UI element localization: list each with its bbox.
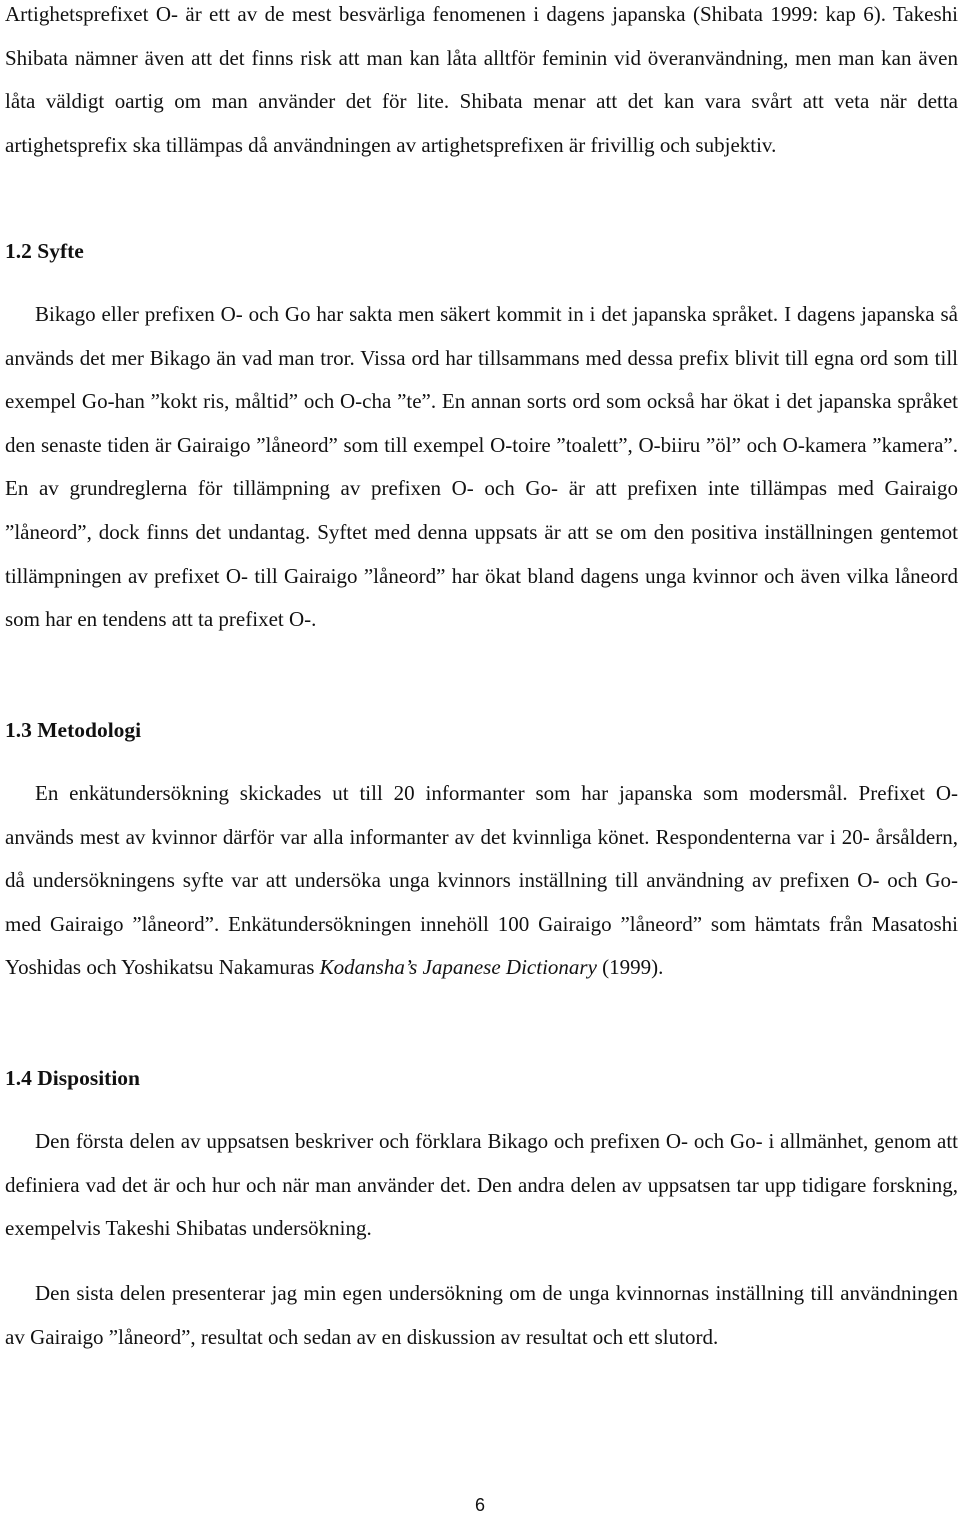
metodologi-text: En enkätundersökning skickades ut till 20 informanter som har japanska som modersmål. Prefixet O- används mest av kvinnor därför var alla informanter av det kvinnliga könet. Respondenterna var i 20- årsåldern, då undersökningens syfte var att undersöka unga kvinnors inställning till användning av prefixen O- och Go- med Gairaigo ”låneord”. Enkätundersökningen innehöll 100 Gairaigo ”låneord” som hämtats från Masatoshi Yoshidas och Yoshikatsu Nakamuras xyxy=(5,781,958,980)
page-number: 6 xyxy=(474,1495,485,1515)
section-heading-syfte: 1.2 Syfte xyxy=(5,239,84,263)
section-heading-metodologi: 1.3 Metodologi xyxy=(5,718,142,742)
intro-paragraph: Artighetsprefixet O- är ett av de mest besvärliga fenomenen i dagens japanska (Shibata 1999: kap 6). Takeshi Shibata nämner även att det finns risk att man kan låta alltför feminin vid överanvändning, men man kan även låta väldigt oartig om man använder det för lite. Shibata menar att det kan vara svårt att veta när detta artighetsprefix ska tillämpas då användningen av artighetsprefixen är frivillig och subjektiv. xyxy=(5,2,958,157)
dictionary-title: Kodansha’s Japanese Dictionary xyxy=(319,955,597,980)
metodologi-year: (1999). xyxy=(596,955,664,980)
section-heading-disposition: 1.4 Disposition xyxy=(5,1066,141,1090)
metodologi-paragraph xyxy=(5,772,958,990)
disposition-paragraph-1: Den första delen av uppsatsen beskriver och förklara Bikago och prefixen O- och Go- i allmänhet, genom att definiera vad det är och hur och när man använder det. Den andra delen av uppsatsen tar upp tidigare forskning, exempelvis Takeshi Shibatas undersökning. xyxy=(5,1129,958,1241)
syfte-paragraph: Bikago eller prefixen O- och Go har sakta men säkert kommit in i det japanska språket. I dagens japanska så används det mer Bikago än vad man tror. Vissa ord har tillsammans med dessa prefix blivit till egna ord som till exempel Go-han ”kokt ris, måltid” och O-cha ”te”. En annan sorts ord som också har ökat i det japanska språket den senaste tiden är Gairaigo ”låneord” som till exempel O-toire ”toalett”, O-biiru ”öl” och O-kamera ”kamera”. En av grundreglerna för tillämpning av prefixen O- och Go- är att prefixen inte tillämpas med Gairaigo ”låneord”, dock finns det undantag. Syftet med denna uppsats är att se om den positiva inställningen gentemot tillämpningen av prefixet O- till Gairaigo ”låneord” har ökat bland dagens unga kvinnor och även vilka låneord som har en tendens att ta prefixet O-. xyxy=(5,302,958,632)
disposition-paragraph-2: Den sista delen presenterar jag min egen undersökning om de unga kvinnornas inställning till användningen av Gairaigo ”låneord”, resultat och sedan av en diskussion av resultat och ett slutord. xyxy=(5,1281,958,1349)
